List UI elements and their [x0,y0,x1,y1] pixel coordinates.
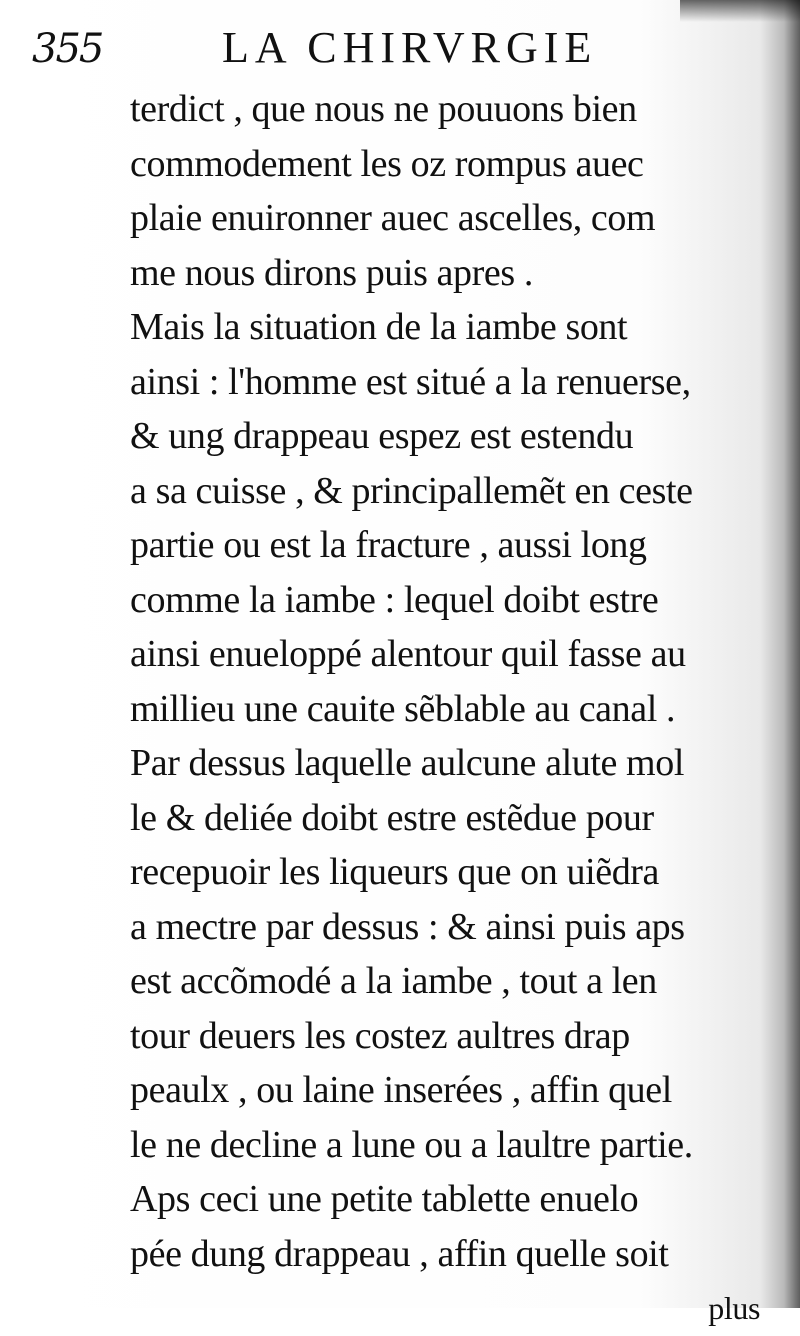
text-line: ainsi enueloppé alentour quil fasse au [130,633,686,675]
text-line: pée dung drappeau , affin quelle soit [130,1232,669,1275]
text-line: a sa cuisse , & principallemẽt en ceste [130,469,693,512]
text-line: & ung drappeau espez est estendu [130,415,634,457]
text-line: le & deliée doibt estre estẽdue pour [130,796,654,839]
text-block [130,82,770,1336]
text-line: recepuoir les liqueurs que on uiẽdra [130,851,660,893]
text-line: est accõmodé a la iambe , tout a len [130,960,657,1002]
text-line: comme la iambe : lequel doibt estre [130,578,659,621]
text-line: me nous dirons puis apres . [130,251,533,294]
text-line: partie ou est la fracture , aussi long [130,524,647,566]
text-line: tour deuers les costez aultres drap [130,1014,630,1057]
text-line: ainsi : l'homme est situé a la renuerse, [130,360,691,403]
page-number: 355 [32,26,103,72]
text-line: a mectre par dessus : & ainsi puis aps [130,905,685,948]
text-line: terdict , que nous ne pouuons bien [130,88,637,130]
text-line: Mais la situation de la iambe sont [130,306,628,348]
text-line: le ne decline a lune ou a laultre partie. [130,1123,693,1166]
text-line: Par dessus laquelle aulcune alute mol [130,742,684,784]
page-top-shadow [680,0,800,22]
running-head: LA CHIRVRGIE [222,23,598,72]
catchword: plus [708,1290,760,1326]
text-line: commodement les oz rompus auec [130,142,644,185]
text-line: millieu une cauite sẽblable au canal . [130,687,676,730]
text-line: Aps ceci une petite tablette enuelo [130,1178,639,1220]
text-line: plaie enuironner auec ascelles, com [130,197,656,239]
text-line: peaulx , ou laine inserées , affin quel [130,1069,672,1111]
